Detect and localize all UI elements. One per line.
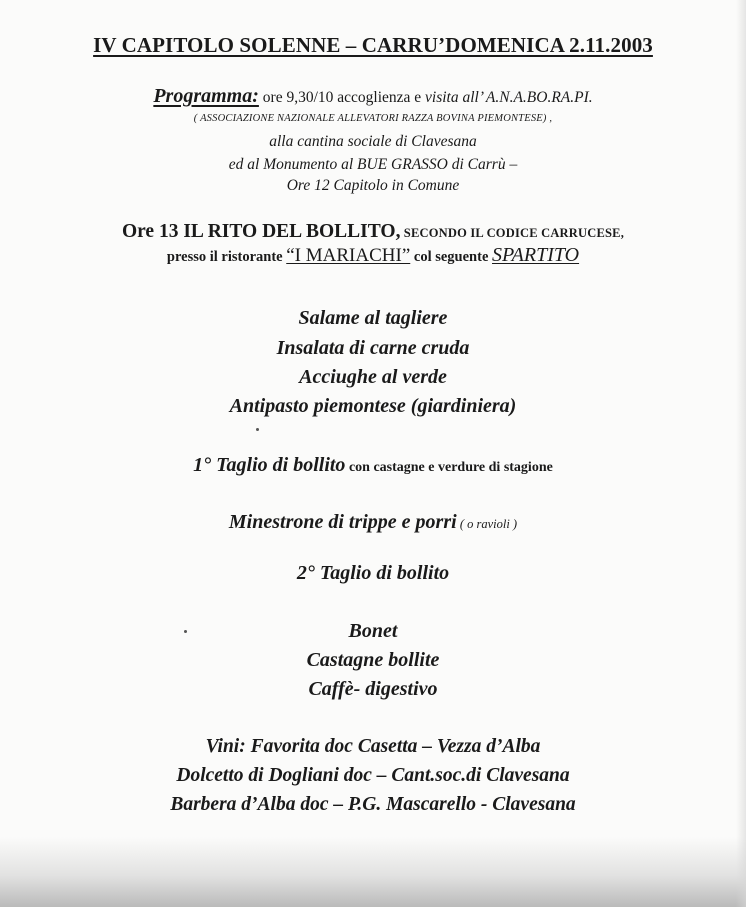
program-line	[0, 86, 746, 106]
taglio1-note: con castagne e verdure di stagione	[345, 460, 553, 475]
restaurant-line	[0, 245, 746, 265]
wine-line: Vini: Favorita doc Casetta – Vezza d’Alba	[205, 736, 541, 757]
menu-item: Insalata di carne cruda	[276, 337, 470, 359]
presso-text: presso il ristorante	[166, 249, 287, 265]
rito-title: Ore 13 IL RITO DEL BOLLITO,	[121, 221, 401, 242]
col-seguente-text: col seguente	[410, 249, 493, 265]
program-cantina: alla cantina sociale di Clavesana	[269, 133, 477, 150]
scan-shadow-bottom	[0, 837, 746, 907]
wine-line: Dolcetto di Dogliani doc – Cant.soc.di Clavesana	[176, 765, 570, 786]
speck-mark	[256, 428, 259, 431]
association-note: ( ASSOCIAZIONE NAZIONALE ALLEVATORI RAZZA BOVINA PIEMONTESE) ,	[193, 113, 553, 124]
page-title: IV CAPITOLO SOLENNE – CARRU’DOMENICA 2.11.2003	[93, 33, 653, 57]
rito-line	[0, 222, 746, 242]
menu-item: Antipasto piemontese (giardiniera)	[229, 395, 517, 417]
menu-item: Caffè- digestivo	[308, 678, 438, 700]
program-time: ore 9,30/10 accoglienza e	[258, 89, 426, 106]
scan-shadow-right	[736, 0, 746, 907]
taglio1-text: 1° Taglio di bollito	[193, 454, 346, 476]
menu-item: Salame al tagliere	[298, 307, 448, 329]
wine-line: Barbera d’Alba doc – P.G. Mascarello - Clavesana	[170, 794, 576, 815]
program-label: Programma:	[153, 85, 259, 107]
menu-item: Bonet	[348, 620, 398, 642]
program-monumento: ed al Monumento al BUE GRASSO di Carrù –	[228, 156, 518, 173]
program-comune: Ore 12 Capitolo in Comune	[286, 177, 460, 194]
program-visit: visita all’ A.N.A.BO.RA.PI.	[425, 89, 593, 106]
spartito-text: SPARTITO	[492, 244, 580, 266]
rito-codice: SECONDO IL CODICE CARRUCESE,	[400, 226, 625, 240]
minestrone-note: ( o ravioli )	[456, 517, 518, 531]
minestrone-text: Minestrone di trippe e porri	[228, 511, 457, 533]
menu-item: Acciughe al verde	[299, 366, 447, 388]
restaurant-name: “I MARIACHI”	[286, 245, 411, 266]
taglio1-line	[0, 455, 746, 475]
menu-item: Castagne bollite	[306, 649, 440, 671]
taglio2-text: 2° Taglio di bollito	[296, 562, 450, 584]
minestrone-line	[0, 512, 746, 532]
